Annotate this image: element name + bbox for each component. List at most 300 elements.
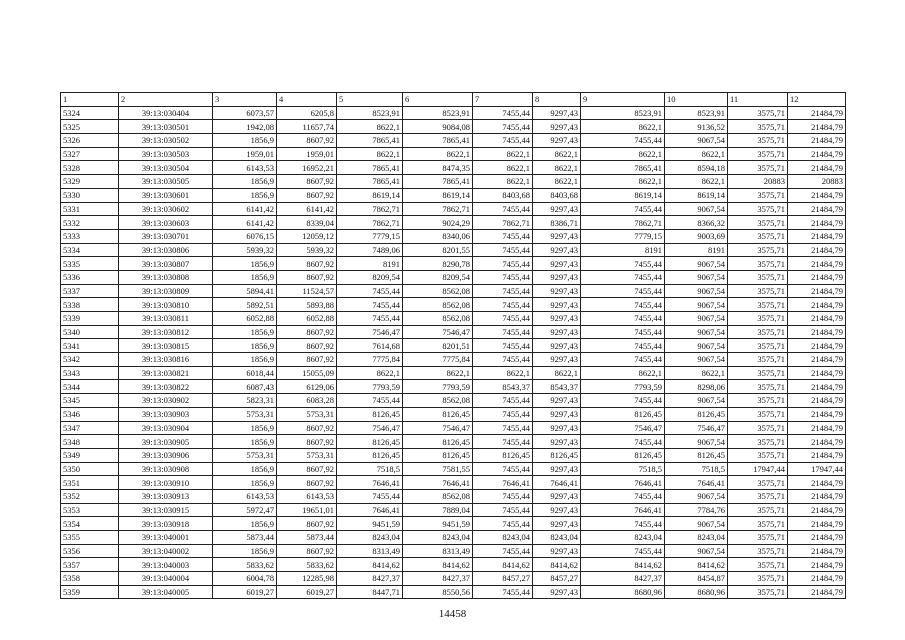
- table-cell: 21484,79: [788, 134, 846, 148]
- table-cell: 9067,54: [665, 489, 728, 503]
- table-cell: 8126,45: [665, 448, 728, 462]
- table-cell: 12059,12: [277, 229, 337, 243]
- table-cell: 8622,1: [403, 147, 473, 161]
- table-cell: 7546,47: [581, 421, 665, 435]
- column-header: 1: [61, 93, 119, 107]
- table-cell: 8622,1: [533, 366, 581, 380]
- table-row: [61, 298, 846, 312]
- table-cell: 5340: [61, 325, 119, 339]
- table-cell: 7455,44: [581, 435, 665, 449]
- table-cell: 8619,14: [581, 188, 665, 202]
- table-cell: 8298,06: [665, 380, 728, 394]
- table-cell: 5349: [61, 448, 119, 462]
- table-cell: 7455,44: [473, 517, 533, 531]
- table-cell: 15055,09: [277, 366, 337, 380]
- table-cell: 7455,44: [473, 325, 533, 339]
- table-cell: 8607,92: [277, 175, 337, 189]
- table-cell: 8607,92: [277, 476, 337, 490]
- table-cell: 8126,45: [581, 448, 665, 462]
- table-cell: 8243,04: [533, 531, 581, 545]
- table-cell: 9297,43: [533, 312, 581, 326]
- table-cell: 9297,43: [533, 394, 581, 408]
- table-cell: 5893,88: [277, 298, 337, 312]
- table-cell: 39:13:030903: [119, 407, 213, 421]
- table-cell: 9297,43: [533, 106, 581, 120]
- table-cell: 9024,29: [403, 216, 473, 230]
- page-number: 14458: [438, 608, 467, 620]
- table-cell: 39:13:030807: [119, 257, 213, 271]
- table-cell: 7546,47: [403, 421, 473, 435]
- table-cell: 3575,71: [728, 270, 788, 284]
- table-cell: 8126,45: [337, 435, 403, 449]
- table-cell: 21484,79: [788, 476, 846, 490]
- table-cell: 3575,71: [728, 161, 788, 175]
- table-cell: 8622,1: [581, 175, 665, 189]
- table-cell: 6143,53: [213, 161, 277, 175]
- table-row: [61, 270, 846, 284]
- table-cell: 8403,68: [473, 188, 533, 202]
- table-cell: 8201,55: [403, 243, 473, 257]
- table-cell: 21484,79: [788, 270, 846, 284]
- table-cell: 3575,71: [728, 202, 788, 216]
- table-cell: 3575,71: [728, 517, 788, 531]
- table-cell: 8126,45: [403, 448, 473, 462]
- table-cell: 9297,43: [533, 339, 581, 353]
- table-cell: 7793,59: [581, 380, 665, 394]
- table-cell: 8543,37: [473, 380, 533, 394]
- table-cell: 3575,71: [728, 572, 788, 586]
- table-cell: 8339,04: [277, 216, 337, 230]
- table-cell: 8562,08: [403, 312, 473, 326]
- table-cell: 8414,62: [665, 558, 728, 572]
- table-cell: 8403,68: [533, 188, 581, 202]
- table-row: [61, 147, 846, 161]
- table-cell: 7455,44: [473, 544, 533, 558]
- table-cell: 8427,37: [403, 572, 473, 586]
- table-cell: 5344: [61, 380, 119, 394]
- table-cell: 7546,47: [665, 421, 728, 435]
- table-body: [61, 106, 846, 599]
- table-cell: 9067,54: [665, 394, 728, 408]
- table-cell: 5753,31: [213, 448, 277, 462]
- table-cell: 8191: [581, 243, 665, 257]
- table-cell: 7455,44: [581, 544, 665, 558]
- table-cell: 1856,9: [213, 435, 277, 449]
- table-cell: 21484,79: [788, 585, 846, 599]
- table-cell: 21484,79: [788, 325, 846, 339]
- table-cell: 8243,04: [473, 531, 533, 545]
- table-cell: 9297,43: [533, 229, 581, 243]
- table-cell: 8457,27: [533, 572, 581, 586]
- table-cell: 5338: [61, 298, 119, 312]
- table-cell: 3575,71: [728, 134, 788, 148]
- table-cell: 21484,79: [788, 517, 846, 531]
- table-cell: 9297,43: [533, 489, 581, 503]
- table-cell: 8340,06: [403, 229, 473, 243]
- table-cell: 3575,71: [728, 585, 788, 599]
- table-cell: 3575,71: [728, 489, 788, 503]
- table-cell: 8550,56: [403, 585, 473, 599]
- table-cell: 39:13:030918: [119, 517, 213, 531]
- table-cell: 39:13:030816: [119, 353, 213, 367]
- table-cell: 3575,71: [728, 531, 788, 545]
- table-cell: 6076,15: [213, 229, 277, 243]
- table-cell: 9067,54: [665, 517, 728, 531]
- table-cell: 9451,59: [403, 517, 473, 531]
- table-cell: 6143,53: [277, 489, 337, 503]
- table-cell: 39:13:030601: [119, 188, 213, 202]
- table-cell: 7455,44: [581, 325, 665, 339]
- table-cell: 8209,54: [337, 270, 403, 284]
- table-cell: 9297,43: [533, 407, 581, 421]
- table-cell: 21484,79: [788, 544, 846, 558]
- table-cell: 5894,41: [213, 284, 277, 298]
- table-cell: 21484,79: [788, 147, 846, 161]
- table-cell: 8594,18: [665, 161, 728, 175]
- table-cell: 7646,41: [337, 476, 403, 490]
- table-cell: 8607,92: [277, 544, 337, 558]
- table-cell: 7646,41: [473, 476, 533, 490]
- table-cell: 8126,45: [581, 407, 665, 421]
- table-cell: 8622,1: [665, 175, 728, 189]
- table-cell: 8126,45: [665, 407, 728, 421]
- table-cell: 7455,44: [473, 339, 533, 353]
- table-cell: 7546,47: [337, 325, 403, 339]
- table-cell: 8607,92: [277, 353, 337, 367]
- table-cell: 39:13:030603: [119, 216, 213, 230]
- column-header: 12: [788, 93, 846, 107]
- table-row: [61, 394, 846, 408]
- table-cell: 7455,44: [337, 489, 403, 503]
- table-cell: 7455,44: [337, 298, 403, 312]
- table-cell: 6019,27: [277, 585, 337, 599]
- table-cell: 9297,43: [533, 134, 581, 148]
- table-cell: 8126,45: [337, 448, 403, 462]
- table-cell: 3575,71: [728, 421, 788, 435]
- table-row: [61, 585, 846, 599]
- table-cell: 39:13:030908: [119, 462, 213, 476]
- table-cell: 39:13:030815: [119, 339, 213, 353]
- table-cell: 7784,76: [665, 503, 728, 517]
- table-cell: 8386,71: [533, 216, 581, 230]
- table-cell: 5348: [61, 435, 119, 449]
- table-cell: 8619,14: [403, 188, 473, 202]
- table-cell: 6052,88: [213, 312, 277, 326]
- table-cell: 12285,98: [277, 572, 337, 586]
- table-cell: 20883: [788, 175, 846, 189]
- table-cell: 5972,47: [213, 503, 277, 517]
- table-cell: 8607,92: [277, 339, 337, 353]
- table-cell: 6004,78: [213, 572, 277, 586]
- table-cell: 21484,79: [788, 312, 846, 326]
- table-cell: 9297,43: [533, 353, 581, 367]
- table-cell: 7455,44: [473, 489, 533, 503]
- table-cell: 8619,14: [337, 188, 403, 202]
- table-cell: 7614,68: [337, 339, 403, 353]
- table-cell: 5325: [61, 120, 119, 134]
- table-cell: 8562,08: [403, 298, 473, 312]
- table-cell: 7455,44: [337, 312, 403, 326]
- table-row: [61, 120, 846, 134]
- table-cell: 3575,71: [728, 257, 788, 271]
- table-cell: 21484,79: [788, 284, 846, 298]
- column-header: 8: [533, 93, 581, 107]
- table-cell: 8414,62: [337, 558, 403, 572]
- table-cell: 8622,1: [337, 366, 403, 380]
- table-cell: 9297,43: [533, 257, 581, 271]
- table-cell: 7518,5: [337, 462, 403, 476]
- table-cell: 39:13:040003: [119, 558, 213, 572]
- table-cell: 8126,45: [403, 407, 473, 421]
- table-cell: 39:13:030910: [119, 476, 213, 490]
- table-cell: 7455,44: [581, 353, 665, 367]
- table-cell: 39:13:030811: [119, 312, 213, 326]
- table-cell: 5353: [61, 503, 119, 517]
- table-cell: 3575,71: [728, 229, 788, 243]
- table-cell: 21484,79: [788, 572, 846, 586]
- table-cell: 8414,62: [581, 558, 665, 572]
- table-cell: 6141,42: [277, 202, 337, 216]
- table-cell: 7455,44: [473, 462, 533, 476]
- table-cell: 7455,44: [581, 270, 665, 284]
- table-row: [61, 489, 846, 503]
- table-cell: 9451,59: [337, 517, 403, 531]
- table-cell: 8454,87: [665, 572, 728, 586]
- table-cell: 7455,44: [581, 298, 665, 312]
- table-cell: 1856,9: [213, 339, 277, 353]
- table-cell: 21484,79: [788, 531, 846, 545]
- table-cell: 8607,92: [277, 517, 337, 531]
- table-cell: 9297,43: [533, 325, 581, 339]
- table-cell: 7865,41: [337, 161, 403, 175]
- table-cell: 21484,79: [788, 558, 846, 572]
- table-cell: 21484,79: [788, 394, 846, 408]
- table-cell: 1856,9: [213, 353, 277, 367]
- table-cell: 8622,1: [403, 366, 473, 380]
- table-cell: 8191: [337, 257, 403, 271]
- table-cell: 8680,96: [665, 585, 728, 599]
- table-cell: 8126,45: [403, 435, 473, 449]
- table-cell: 8523,91: [665, 106, 728, 120]
- table-cell: 8622,1: [473, 366, 533, 380]
- table-cell: 8414,62: [533, 558, 581, 572]
- table-cell: 7455,44: [473, 435, 533, 449]
- table-cell: 3575,71: [728, 120, 788, 134]
- table-cell: 5358: [61, 572, 119, 586]
- table-cell: 5343: [61, 366, 119, 380]
- table-cell: 7455,44: [473, 421, 533, 435]
- table-cell: 9067,54: [665, 544, 728, 558]
- table-cell: 3575,71: [728, 353, 788, 367]
- table-cell: 7489,06: [337, 243, 403, 257]
- table-cell: 7646,41: [581, 503, 665, 517]
- table-cell: 8427,37: [337, 572, 403, 586]
- table-cell: 5341: [61, 339, 119, 353]
- table-cell: 5342: [61, 353, 119, 367]
- table-cell: 7455,44: [337, 284, 403, 298]
- table-cell: 7865,41: [337, 175, 403, 189]
- table-cell: 21484,79: [788, 257, 846, 271]
- table-cell: 21484,79: [788, 106, 846, 120]
- table-cell: 39:13:030505: [119, 175, 213, 189]
- data-table: [60, 92, 846, 599]
- table-row: [61, 517, 846, 531]
- table-cell: 9003,69: [665, 229, 728, 243]
- table-cell: 6073,57: [213, 106, 277, 120]
- table-cell: 5359: [61, 585, 119, 599]
- table-cell: 21484,79: [788, 489, 846, 503]
- table-row: [61, 188, 846, 202]
- table-cell: 8680,96: [581, 585, 665, 599]
- table-row: [61, 380, 846, 394]
- table-cell: 5328: [61, 161, 119, 175]
- table-row: [61, 462, 846, 476]
- table-cell: 5324: [61, 106, 119, 120]
- table-cell: 5330: [61, 188, 119, 202]
- table-cell: 6205,8: [277, 106, 337, 120]
- table-cell: 7646,41: [533, 476, 581, 490]
- table-cell: 7455,44: [473, 284, 533, 298]
- table-cell: 7862,71: [581, 216, 665, 230]
- table-cell: 9297,43: [533, 284, 581, 298]
- table-row: [61, 106, 846, 120]
- table-cell: 1856,9: [213, 476, 277, 490]
- table-cell: 6052,88: [277, 312, 337, 326]
- table-cell: 11524,57: [277, 284, 337, 298]
- table-cell: 3575,71: [728, 476, 788, 490]
- table-cell: 39:13:030822: [119, 380, 213, 394]
- table-cell: 8622,1: [665, 147, 728, 161]
- table-cell: 7455,44: [473, 585, 533, 599]
- table-cell: 7865,41: [403, 175, 473, 189]
- table-cell: 5331: [61, 202, 119, 216]
- table-cell: 39:13:030806: [119, 243, 213, 257]
- table-cell: 8209,54: [403, 270, 473, 284]
- table-cell: 7455,44: [473, 229, 533, 243]
- table-cell: 7455,44: [473, 503, 533, 517]
- table-cell: 8622,1: [473, 161, 533, 175]
- column-header: 6: [403, 93, 473, 107]
- table-cell: 7546,47: [403, 325, 473, 339]
- table-cell: 9297,43: [533, 421, 581, 435]
- table-cell: 21484,79: [788, 229, 846, 243]
- table-row: [61, 339, 846, 353]
- table-cell: 7518,5: [665, 462, 728, 476]
- table-cell: 39:13:030809: [119, 284, 213, 298]
- table-cell: 7775,84: [403, 353, 473, 367]
- table-row: [61, 435, 846, 449]
- table-cell: 21484,79: [788, 407, 846, 421]
- table-cell: 7455,44: [473, 134, 533, 148]
- table-cell: 7546,47: [337, 421, 403, 435]
- table-cell: 9297,43: [533, 435, 581, 449]
- table-cell: 5345: [61, 394, 119, 408]
- table-cell: 7779,15: [581, 229, 665, 243]
- table-cell: 9297,43: [533, 298, 581, 312]
- column-header: 5: [337, 93, 403, 107]
- table-cell: 17947,44: [728, 462, 788, 476]
- table-cell: 21484,79: [788, 120, 846, 134]
- table-cell: 5873,44: [213, 531, 277, 545]
- table-cell: 39:13:030812: [119, 325, 213, 339]
- table-row: [61, 284, 846, 298]
- table-cell: 7455,44: [473, 202, 533, 216]
- table-row: [61, 407, 846, 421]
- table-cell: 3575,71: [728, 216, 788, 230]
- table-cell: 39:13:030701: [119, 229, 213, 243]
- table-cell: 8366,32: [665, 216, 728, 230]
- table-cell: 9297,43: [533, 585, 581, 599]
- table-cell: 5356: [61, 544, 119, 558]
- table-cell: 9067,54: [665, 435, 728, 449]
- table-cell: 7646,41: [665, 476, 728, 490]
- table-cell: 8622,1: [581, 120, 665, 134]
- table-cell: 3575,71: [728, 366, 788, 380]
- table-cell: 8427,37: [581, 572, 665, 586]
- table-cell: 5329: [61, 175, 119, 189]
- table-cell: 39:13:030906: [119, 448, 213, 462]
- table-cell: 5346: [61, 407, 119, 421]
- table-cell: 21484,79: [788, 503, 846, 517]
- table-row: [61, 503, 846, 517]
- table-cell: 9297,43: [533, 120, 581, 134]
- table-cell: 1856,9: [213, 257, 277, 271]
- table-cell: 7455,44: [473, 407, 533, 421]
- table-row: [61, 175, 846, 189]
- table-cell: 5333: [61, 229, 119, 243]
- table-cell: 5339: [61, 312, 119, 326]
- table-cell: 9084,08: [403, 120, 473, 134]
- table-cell: 5326: [61, 134, 119, 148]
- table-cell: 5350: [61, 462, 119, 476]
- table-cell: 1856,9: [213, 517, 277, 531]
- table-cell: 21484,79: [788, 339, 846, 353]
- table-cell: 3575,71: [728, 394, 788, 408]
- table-cell: 8607,92: [277, 435, 337, 449]
- table-cell: 9297,43: [533, 503, 581, 517]
- table-cell: 3575,71: [728, 243, 788, 257]
- table-cell: 39:13:040004: [119, 572, 213, 586]
- table-cell: 9297,43: [533, 243, 581, 257]
- table-cell: 8622,1: [581, 366, 665, 380]
- table-cell: 9297,43: [533, 270, 581, 284]
- table-cell: 7862,71: [337, 216, 403, 230]
- table-cell: 8290,78: [403, 257, 473, 271]
- column-header: 3: [213, 93, 277, 107]
- table-cell: 1856,9: [213, 175, 277, 189]
- table-cell: 39:13:040001: [119, 531, 213, 545]
- table-cell: 39:13:030504: [119, 161, 213, 175]
- table-cell: 20883: [728, 175, 788, 189]
- table-cell: 3575,71: [728, 544, 788, 558]
- table-cell: 39:13:030404: [119, 106, 213, 120]
- table-cell: 7646,41: [337, 503, 403, 517]
- table-cell: 39:13:040005: [119, 585, 213, 599]
- table-row: [61, 421, 846, 435]
- table-cell: 9297,43: [533, 544, 581, 558]
- table-cell: 39:13:030905: [119, 435, 213, 449]
- table-cell: 5357: [61, 558, 119, 572]
- table-cell: 21484,79: [788, 421, 846, 435]
- table-cell: 11657,74: [277, 120, 337, 134]
- table-cell: 8607,92: [277, 257, 337, 271]
- table-cell: 39:13:030810: [119, 298, 213, 312]
- table-cell: 7646,41: [403, 476, 473, 490]
- table-cell: 8622,1: [473, 175, 533, 189]
- table-cell: 5753,31: [277, 448, 337, 462]
- column-header: 11: [728, 93, 788, 107]
- table-cell: 8474,35: [403, 161, 473, 175]
